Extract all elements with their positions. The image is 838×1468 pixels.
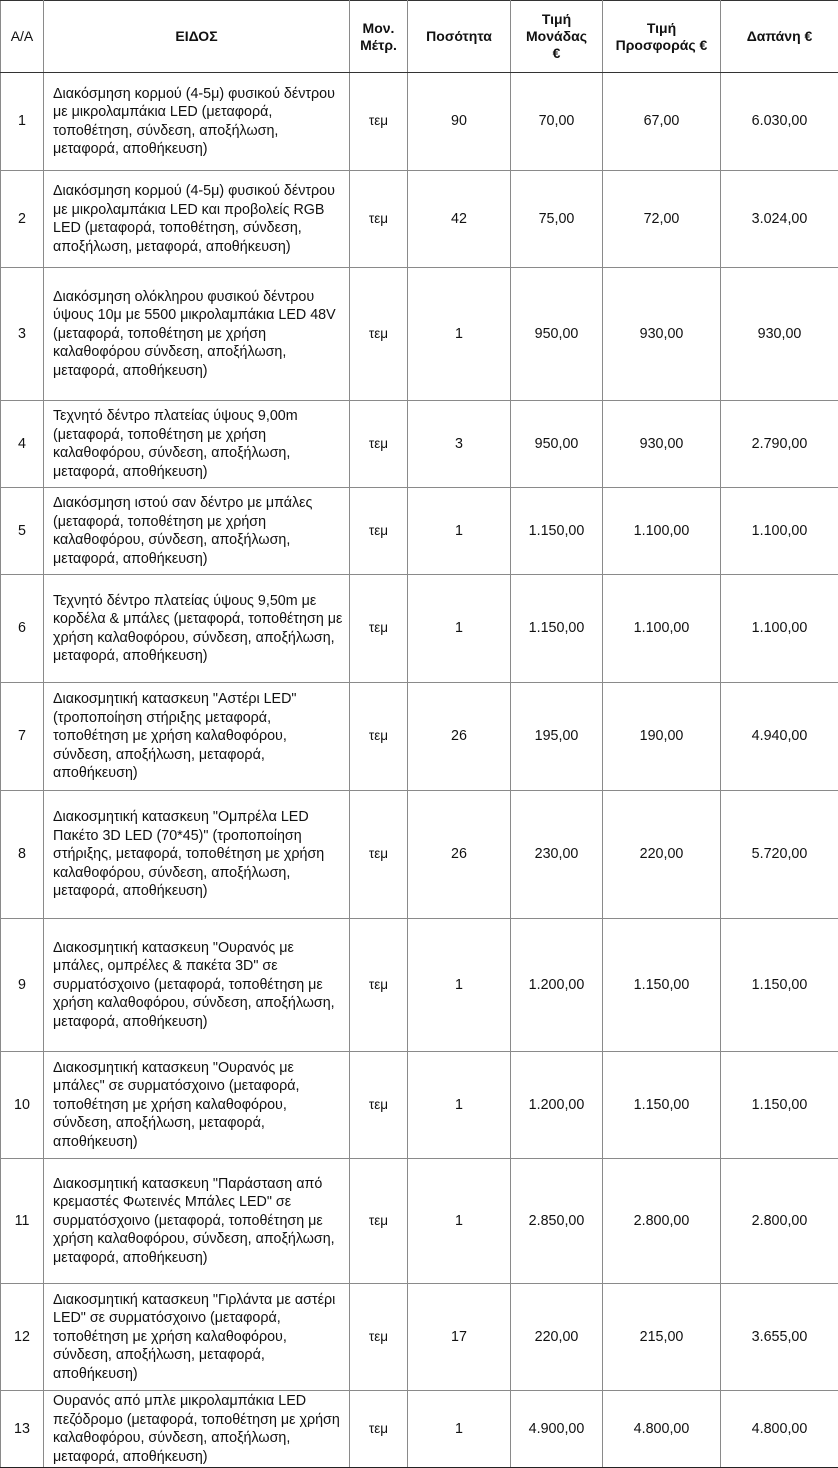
cell-item-text: Διακοσμητική κατασκευη "Παράσταση από κρεμαστές Φωτεινές Μπάλες LED" σε συρματόσχοινο (μεταφορά, τοποθέτηση με χρήση καλαθοφόρου, σύνδεση, αποξήλωση, μεταφορά, αποθήκευση) [53,1176,335,1266]
cell-quantity [408,919,511,1052]
cell-item-text: Διακόσμηση ολόκληρου φυσικού δέντρου ύψους 10μ με 5500 μικρολαμπάκια LED 48V (μεταφορά, τοποθέτηση με χρήση καλαθοφόρου σύνδεση, αποξήλωση, μεταφορά, αποθήκευση) [53,289,336,379]
cell-aa [1,401,44,488]
cell-quantity [408,1159,511,1284]
cell-item [44,1159,350,1284]
header-cost [721,1,838,73]
cell-unit [350,268,408,401]
cell-quantity [408,488,511,575]
cell-cost [721,73,838,171]
cell-unit-price-text: 75,00 [539,211,575,227]
cell-quantity [408,401,511,488]
cell-item [44,1391,350,1468]
cell-quantity-text: 1 [455,1421,463,1437]
cell-quantity [408,575,511,683]
cell-unit-price-text: 230,00 [535,846,579,862]
cell-unit-price-text: 70,00 [539,113,575,129]
cell-quantity-text: 26 [451,728,467,744]
cell-quantity-text: 1 [455,620,463,636]
cell-unit [350,1159,408,1284]
cell-offer-price [603,1284,721,1391]
cell-offer-price-text: 190,00 [640,728,684,744]
cell-unit [350,919,408,1052]
cell-unit-price-text: 220,00 [535,1329,579,1345]
cell-aa-text: 4 [18,436,26,452]
header-unit-price-line1: Τιμή [542,11,571,27]
cell-offer-price [603,1159,721,1284]
table-row [1,1052,838,1159]
cell-unit [350,683,408,791]
table-row [1,1159,838,1284]
cell-unit-price-text: 4.900,00 [529,1421,585,1437]
cell-quantity [408,171,511,268]
table-row [1,1284,838,1391]
table-row [1,401,838,488]
cell-aa [1,575,44,683]
header-offer-price [603,1,721,73]
cell-quantity-text: 1 [455,523,463,539]
cell-aa-text: 9 [18,977,26,993]
header-unit-price-line3: € [553,45,561,61]
cell-cost [721,401,838,488]
cell-offer-price-text: 1.150,00 [634,1097,690,1113]
cell-item [44,268,350,401]
table-row [1,268,838,401]
cell-unit-price-text: 1.150,00 [529,620,585,636]
header-unit-line1: Μον. [363,20,395,36]
cell-offer-price [603,1052,721,1159]
cell-quantity [408,683,511,791]
cell-cost-text: 5.720,00 [752,846,808,862]
cell-aa [1,919,44,1052]
cell-item-text: Τεχνητό δέντρο πλατείας ύψους 9,00m (μεταφορά, τοποθέτηση με χρήση καλαθοφόρου, σύνδεση, αποξήλωση, μεταφορά, αποθήκευση) [53,408,298,480]
cell-aa [1,1052,44,1159]
cell-unit-price [511,488,603,575]
cell-offer-price-text: 2.800,00 [634,1213,690,1229]
cell-cost-text: 2.800,00 [752,1213,808,1229]
cell-aa-text: 2 [18,211,26,227]
cell-cost [721,1284,838,1391]
cell-offer-price [603,171,721,268]
header-quantity-label: Ποσότητα [426,28,492,44]
header-item-label: ΕΙΔΟΣ [175,28,217,44]
cell-quantity-text: 17 [451,1329,467,1345]
cell-unit-price-text: 2.850,00 [529,1213,585,1229]
cell-offer-price-text: 1.150,00 [634,977,690,993]
header-offer-price-line1: Τιμή [647,20,676,36]
header-unit-price-line2: Μονάδας [526,28,587,44]
cell-unit-text: τεμ [369,113,388,128]
cell-item-text: Ουρανός από μπλε μικρολαμπάκια LED πεζόδρομο (μεταφορά, τοποθέτηση με χρήση καλαθοφόρου, σύνδεση, αποξήλωση, μεταφορά, αποθήκευση) [53,1393,340,1465]
cell-quantity-text: 90 [451,113,467,129]
cell-cost [721,575,838,683]
cell-item-text: Τεχνητό δέντρο πλατείας ύψους 9,50m με κορδέλα & μπάλες (μεταφορά, τοποθέτηση με χρήση καλαθοφόρου, σύνδεση, αποξήλωση, μεταφορά, αποθήκευση) [53,593,342,665]
cell-offer-price [603,575,721,683]
cell-cost-text: 1.150,00 [752,977,808,993]
cell-aa [1,268,44,401]
cell-unit-text: τεμ [369,1097,388,1112]
cell-unit-text: τεμ [369,211,388,226]
cell-unit-price [511,268,603,401]
cell-aa-text: 12 [14,1329,30,1345]
cell-item [44,401,350,488]
cell-cost [721,171,838,268]
cell-unit-text: τεμ [369,326,388,341]
cell-unit-text: τεμ [369,523,388,538]
cell-offer-price-text: 215,00 [640,1329,684,1345]
table-row [1,488,838,575]
cell-unit [350,575,408,683]
cell-unit-price [511,1052,603,1159]
cell-offer-price [603,73,721,171]
cell-cost-text: 6.030,00 [752,113,808,129]
cell-cost-text: 1.100,00 [752,523,808,539]
header-offer-price-line2: Προσφοράς € [616,37,708,53]
cell-quantity [408,268,511,401]
header-unit [350,1,408,73]
cell-item [44,919,350,1052]
cell-aa-text: 1 [18,113,26,129]
header-aa-label: Α/Α [11,28,34,44]
table-row [1,171,838,268]
cell-unit [350,73,408,171]
cell-unit-text: τεμ [369,436,388,451]
cell-cost-text: 3.655,00 [752,1329,808,1345]
cell-item-text: Διακοσμητική κατασκευη "Ουρανός με μπάλες, ομπρέλες & πακέτα 3D" σε συρματόσχοινο (μεταφορά, τοποθέτηση με χρήση καλαθοφόρου, σύνδεση, αποξήλωση, μεταφορά, αποθήκευση) [53,940,335,1030]
cell-unit-price-text: 195,00 [535,728,579,744]
cell-unit-price [511,575,603,683]
cell-quantity-text: 1 [455,326,463,342]
cell-unit [350,791,408,919]
cell-item [44,73,350,171]
cell-unit-price [511,73,603,171]
header-item [44,1,350,73]
cell-unit [350,1052,408,1159]
cell-item-text: Διακοσμητική κατασκευη "Γιρλάντα με αστέρι LED" σε συρματόσχοινο (μεταφορά, τοποθέτηση με χρήση καλαθοφόρου, σύνδεση, αποξήλωση, μεταφορά, αποθήκευση) [53,1292,335,1382]
table-row [1,919,838,1052]
cell-cost [721,488,838,575]
cell-unit-price [511,401,603,488]
cell-quantity-text: 42 [451,211,467,227]
cell-item-text: Διακοσμητική κατασκευη "Ουρανός με μπάλες" σε συρματόσχοινο (μεταφορά, τοποθέτηση με χρήση καλαθοφόρου, σύνδεση, αποξήλωση, μεταφορά, αποθήκευση) [53,1060,300,1150]
cell-item [44,171,350,268]
cell-cost-text: 4.800,00 [752,1421,808,1437]
cell-item [44,1052,350,1159]
cell-item-text: Διακόσμηση κορμού (4-5μ) φυσικού δέντρου με μικρολαμπάκια LED και προβολείς RGB LED (μεταφορά, τοποθέτηση, σύνδεση, αποξήλωση, μεταφορά, αποθήκευση) [53,183,335,255]
header-row [1,1,838,73]
cell-unit [350,488,408,575]
cell-item-text: Διακόσμηση ιστού σαν δέντρο με μπάλες (μεταφορά, τοποθέτηση με χρήση καλαθοφόρου, σύνδεση, αποξήλωση, μεταφορά, αποθήκευση) [53,495,312,567]
cell-offer-price [603,1391,721,1468]
cell-offer-price-text: 4.800,00 [634,1421,690,1437]
cell-offer-price [603,791,721,919]
cell-unit-text: τεμ [369,846,388,861]
cell-offer-price-text: 1.100,00 [634,620,690,636]
cell-unit-price-text: 1.150,00 [529,523,585,539]
cell-quantity-text: 1 [455,1097,463,1113]
cell-aa-text: 10 [14,1097,30,1113]
table-row [1,73,838,171]
cell-quantity [408,73,511,171]
cell-unit [350,1284,408,1391]
cell-offer-price [603,488,721,575]
cell-aa-text: 8 [18,846,26,862]
header-unit-price [511,1,603,73]
cell-cost [721,1052,838,1159]
cell-quantity [408,791,511,919]
cell-aa [1,1284,44,1391]
cell-item [44,683,350,791]
cell-unit-text: τεμ [369,1421,388,1436]
cell-unit-price [511,1391,603,1468]
table-row [1,791,838,919]
cell-cost-text: 1.100,00 [752,620,808,636]
cell-unit [350,171,408,268]
cell-cost [721,1391,838,1468]
cell-unit-price [511,683,603,791]
cell-offer-price [603,268,721,401]
cell-unit-price [511,171,603,268]
cell-aa [1,791,44,919]
cell-quantity-text: 3 [455,436,463,452]
cell-aa-text: 11 [15,1213,30,1229]
cell-aa [1,1159,44,1284]
cell-offer-price-text: 67,00 [644,113,680,129]
cell-cost-text: 930,00 [758,326,802,342]
cell-offer-price-text: 930,00 [640,436,684,452]
cell-cost [721,919,838,1052]
cell-item-text: Διακοσμητική κατασκευη "Ομπρέλα LED Πακέτο 3D LED (70*45)" (τροποποίηση στήριξης, μεταφορά, τοποθέτηση με χρήση καλαθοφόρου, σύνδεση, αποξήλωση, μεταφορά, αποθήκευση) [53,809,324,899]
cell-quantity [408,1052,511,1159]
cell-aa-text: 3 [18,326,26,342]
table-body [1,73,838,1468]
cell-item [44,791,350,919]
cell-unit [350,1391,408,1468]
cell-quantity-text: 1 [455,977,463,993]
cell-unit [350,401,408,488]
cell-offer-price-text: 220,00 [640,846,684,862]
cell-aa-text: 7 [18,728,26,744]
cell-offer-price-text: 1.100,00 [634,523,690,539]
cell-aa [1,683,44,791]
cell-offer-price [603,683,721,791]
cell-quantity-text: 1 [455,1213,463,1229]
cell-item-text: Διακόσμηση κορμού (4-5μ) φυσικού δέντρου με μικρολαμπάκια LED (μεταφορά, τοποθέτηση, σύνδεση, αποξήλωση, μεταφορά, αποθήκευση) [53,86,335,158]
cell-unit-text: τεμ [369,1213,388,1228]
cell-aa-text: 6 [18,620,26,636]
cell-unit-price [511,1284,603,1391]
cell-aa-text: 13 [14,1421,30,1437]
cell-unit-price-text: 950,00 [535,436,579,452]
cell-item-text: Διακοσμητική κατασκευη "Αστέρι LED" (τροποποίηση στήριξης μεταφορά, τοποθέτηση με χρήση καλαθοφόρου, σύνδεση, αποξήλωση, μεταφορά, αποθήκευση) [53,691,297,781]
cell-item [44,575,350,683]
cell-unit-text: τεμ [369,977,388,992]
cell-unit-price-text: 950,00 [535,326,579,342]
cell-unit-price-text: 1.200,00 [529,1097,585,1113]
cell-aa [1,1391,44,1468]
cell-cost [721,683,838,791]
cell-cost-text: 2.790,00 [752,436,808,452]
cell-cost [721,791,838,919]
cell-aa [1,171,44,268]
cell-quantity [408,1284,511,1391]
table-row [1,683,838,791]
cell-aa [1,73,44,171]
cell-quantity-text: 26 [451,846,467,862]
cell-cost [721,1159,838,1284]
cell-cost-text: 1.150,00 [752,1097,808,1113]
cell-unit-text: τεμ [369,620,388,635]
cell-quantity [408,1391,511,1468]
header-aa [1,1,44,73]
cell-offer-price-text: 72,00 [644,211,680,227]
cell-offer-price-text: 930,00 [640,326,684,342]
cell-offer-price [603,401,721,488]
cell-offer-price [603,919,721,1052]
cell-cost-text: 4.940,00 [752,728,808,744]
header-quantity [408,1,511,73]
cell-item [44,488,350,575]
header-cost-label: Δαπάνη € [747,28,813,44]
cell-cost [721,268,838,401]
header-unit-line2: Μέτρ. [360,37,397,53]
cell-unit-price-text: 1.200,00 [529,977,585,993]
cell-unit-price [511,1159,603,1284]
cell-item [44,1284,350,1391]
cell-unit-price [511,791,603,919]
cell-cost-text: 3.024,00 [752,211,808,227]
cell-aa-text: 5 [18,523,26,539]
cell-unit-text: τεμ [369,728,388,743]
table-row [1,1391,838,1468]
cell-unit-text: τεμ [369,1329,388,1344]
cell-aa [1,488,44,575]
cell-unit-price [511,919,603,1052]
table-row [1,575,838,683]
